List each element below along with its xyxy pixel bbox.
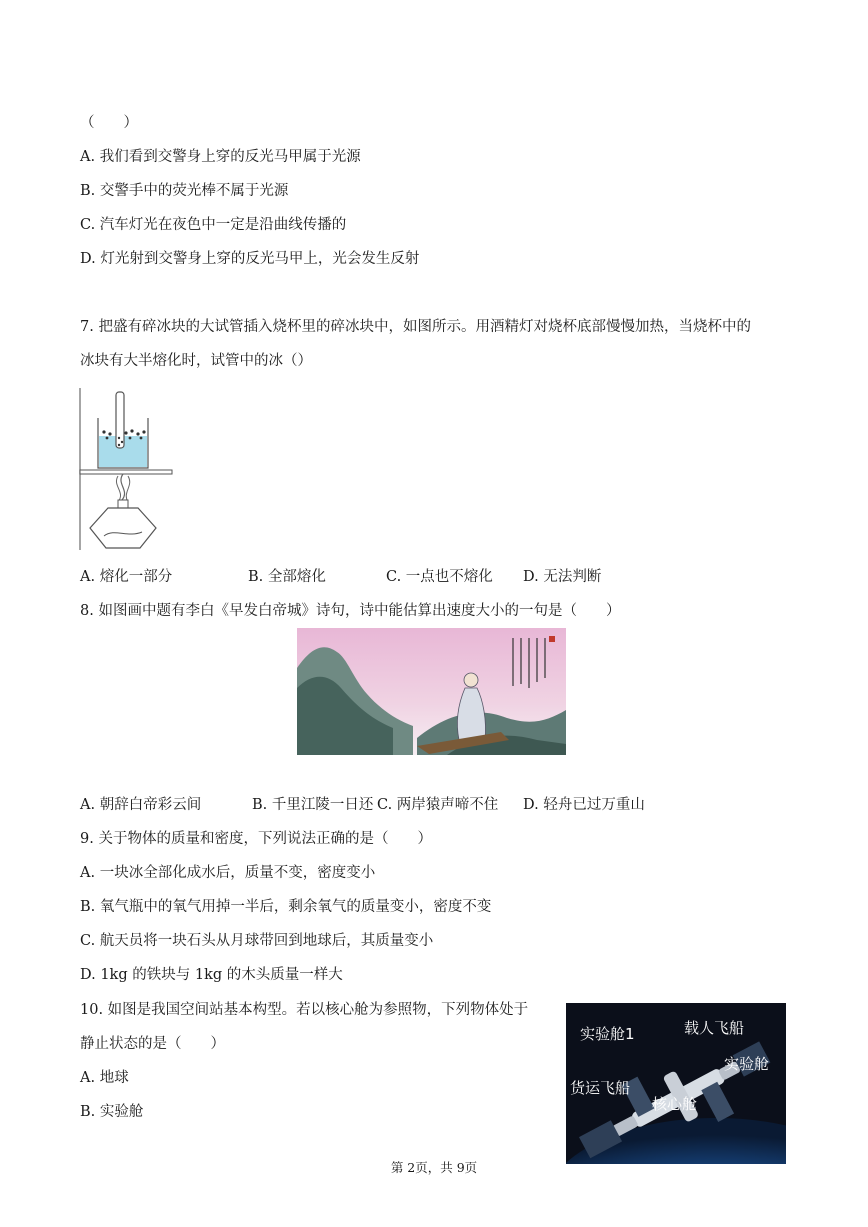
page-footer: 第 2页，共 9页 bbox=[390, 1160, 478, 1175]
option-d: D. 轻舟已过万重山 bbox=[523, 797, 645, 813]
option-d: D. 灯光射到交警身上穿的反光马甲上，光会发生反射 bbox=[80, 251, 420, 267]
option-a: A. 地球 bbox=[80, 1070, 129, 1086]
label-core-module: 核心舱 bbox=[652, 1095, 698, 1113]
question-7-stem-line1: 7. 把盛有碎冰块的大试管插入烧杯里的碎冰块中，如图所示。用酒精灯对烧杯底部慢慢加热，当烧杯中的 bbox=[80, 319, 751, 335]
label-lab-module-1: 实验舱1 bbox=[580, 1025, 635, 1043]
option-c: C. 一点也不熔化 bbox=[386, 569, 493, 585]
option-c: C. 两岸猿声啼不住 bbox=[377, 797, 499, 813]
label-lab-module: 实验舱 bbox=[724, 1055, 770, 1073]
question-10-stem-line1: 10. 如图是我国空间站基本构型。若以核心舱为参照物，下列物体处于 bbox=[80, 1002, 529, 1018]
option-a: A. 我们看到交警身上穿的反光马甲属于光源 bbox=[80, 149, 361, 165]
option-b: B. 交警手中的荧光棒不属于光源 bbox=[80, 183, 289, 199]
option-b: B. 千里江陵一日还 bbox=[252, 797, 374, 813]
option-d: D. 1kg 的铁块与 1kg 的木头质量一样大 bbox=[80, 967, 343, 983]
label-crewed-spacecraft: 载人飞船 bbox=[684, 1019, 745, 1037]
space-station-figure bbox=[566, 1003, 786, 1164]
question-9-stem: 9. 关于物体的质量和密度，下列说法正确的是（ ） bbox=[80, 831, 432, 847]
option-d: D. 无法判断 bbox=[523, 569, 602, 585]
option-a: A. 朝辞白帝彩云间 bbox=[80, 797, 202, 813]
option-a: A. 一块冰全部化成水后，质量不变，密度变小 bbox=[80, 865, 376, 881]
option-a: A. 熔化一部分 bbox=[80, 569, 173, 585]
option-b: B. 实验舱 bbox=[80, 1104, 144, 1120]
option-c: C. 汽车灯光在夜色中一定是沿曲线传播的 bbox=[80, 217, 347, 233]
label-cargo-spacecraft: 货运飞船 bbox=[570, 1079, 631, 1097]
blank-parentheses: （ ） bbox=[80, 115, 138, 131]
beaker-heating-figure bbox=[78, 388, 174, 550]
poem-painting-figure bbox=[297, 628, 566, 755]
option-c: C. 航天员将一块石头从月球带回到地球后，其质量变小 bbox=[80, 933, 434, 949]
question-7-stem-line2: 冰块有大半熔化时，试管中的冰（） bbox=[80, 353, 312, 369]
question-8-stem: 8. 如图画中题有李白《早发白帝城》诗句，诗中能估算出速度大小的一句是（ ） bbox=[80, 603, 621, 619]
question-10-stem-line2: 静止状态的是（ ） bbox=[80, 1036, 225, 1052]
option-b: B. 氧气瓶中的氧气用掉一半后，剩余氧气的质量变小，密度不变 bbox=[80, 899, 492, 915]
option-b: B. 全部熔化 bbox=[248, 569, 326, 585]
